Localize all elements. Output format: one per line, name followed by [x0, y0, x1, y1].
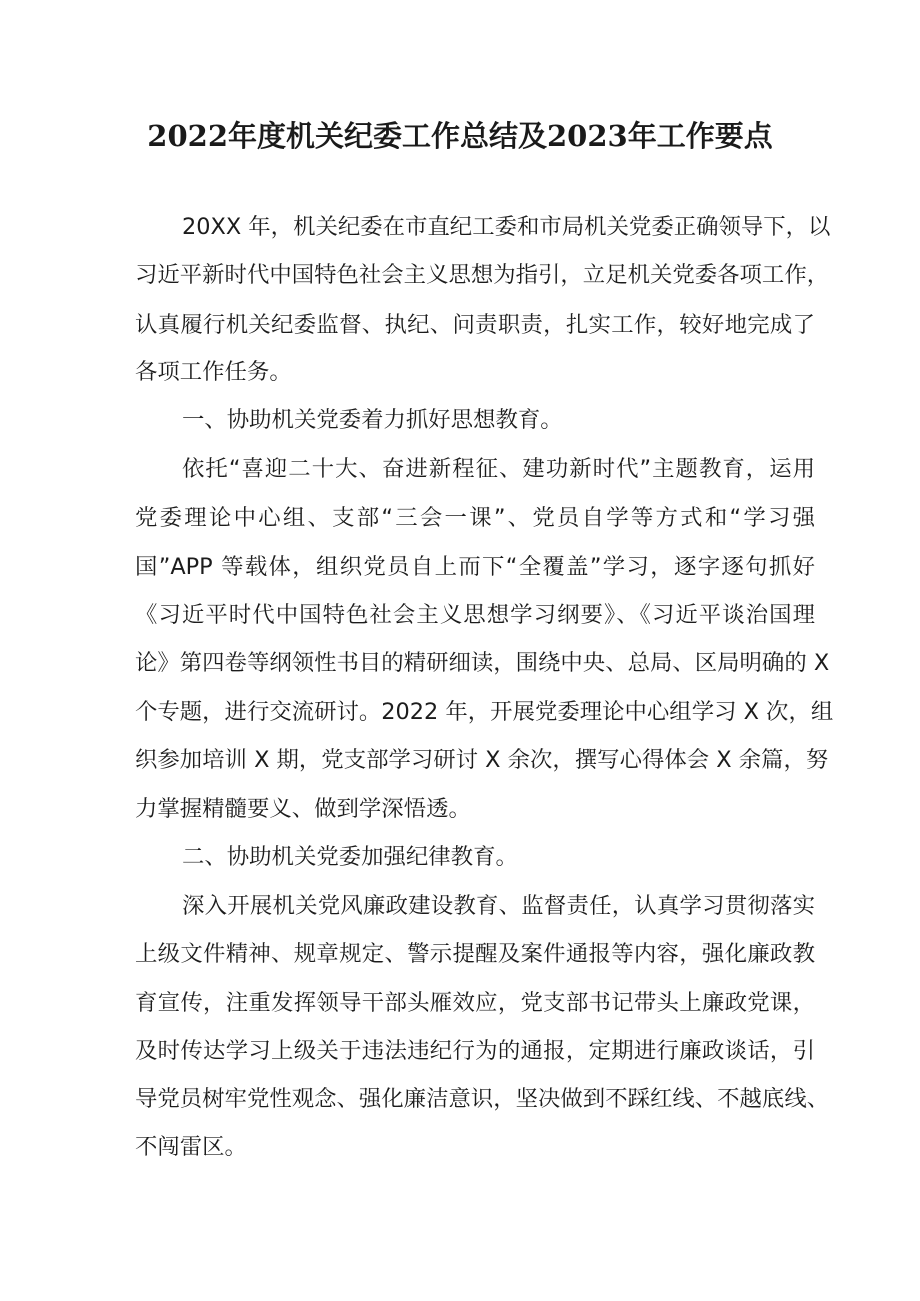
section2-line: 上级文件精神、规章规定、警示提醒及案件通报等内容，强化廉政教	[135, 941, 815, 967]
section1-line: 论》第四卷等纲领性书目的精研细读，围绕中央、总局、区局明确的 X	[135, 650, 830, 676]
section1-line: 织参加培训 X 期，党支部学习研讨 X 余次，撰写心得体会 X 余篇，努	[135, 747, 829, 773]
section1-heading: 一、协助机关党委着力抓好思想教育。	[182, 407, 563, 433]
section2-line: 不闯雷区。	[135, 1134, 247, 1160]
section1-line: 国”APP 等载体，组织党员自上而下“全覆盖”学习，逐字逐句抓好	[135, 554, 815, 580]
section1-line: 党委理论中心组、支部“三会一课”、党员自学等方式和“学习强	[135, 505, 815, 531]
section2-heading: 二、协助机关党委加强纪律教育。	[182, 844, 518, 870]
section1-line: 依托“喜迎二十大、奋进新程征、建功新时代”主题教育，运用	[182, 456, 815, 482]
section1-line: 个专题，进行交流研讨。2022 年，开展党委理论中心组学习 X 次，组	[135, 699, 834, 725]
section1-line: 《习近平时代中国特色社会主义思想学习纲要》、《习近平谈治国理	[135, 602, 815, 628]
intro-line: 认真履行机关纪委监督、执纪、问责职责，扎实工作，较好地完成了	[135, 312, 815, 338]
section1-line: 力掌握精髓要义、做到学深悟透。	[135, 796, 471, 822]
document-title: 2022年度机关纪委工作总结及2023年工作要点	[147, 119, 773, 153]
section2-line: 及时传达学习上级关于违法违纪行为的通报，定期进行廉政谈话，引	[135, 1038, 815, 1064]
section2-line: 育宣传，注重发挥领导干部头雁效应，党支部书记带头上廉政党课，	[135, 990, 815, 1016]
section2-line: 导党员树牢党性观念、强化廉洁意识，坚决做到不踩红线、不越底线、	[135, 1086, 830, 1112]
section2-line: 深入开展机关党风廉政建设教育、监督责任，认真学习贯彻落实	[182, 893, 815, 919]
intro-line: 20XX 年，机关纪委在市直纪工委和市局机关党委正确领导下，以	[182, 214, 831, 240]
intro-line: 各项工作任务。	[135, 359, 292, 385]
intro-line: 习近平新时代中国特色社会主义思想为指引，立足机关党委各项工作，	[135, 262, 830, 288]
